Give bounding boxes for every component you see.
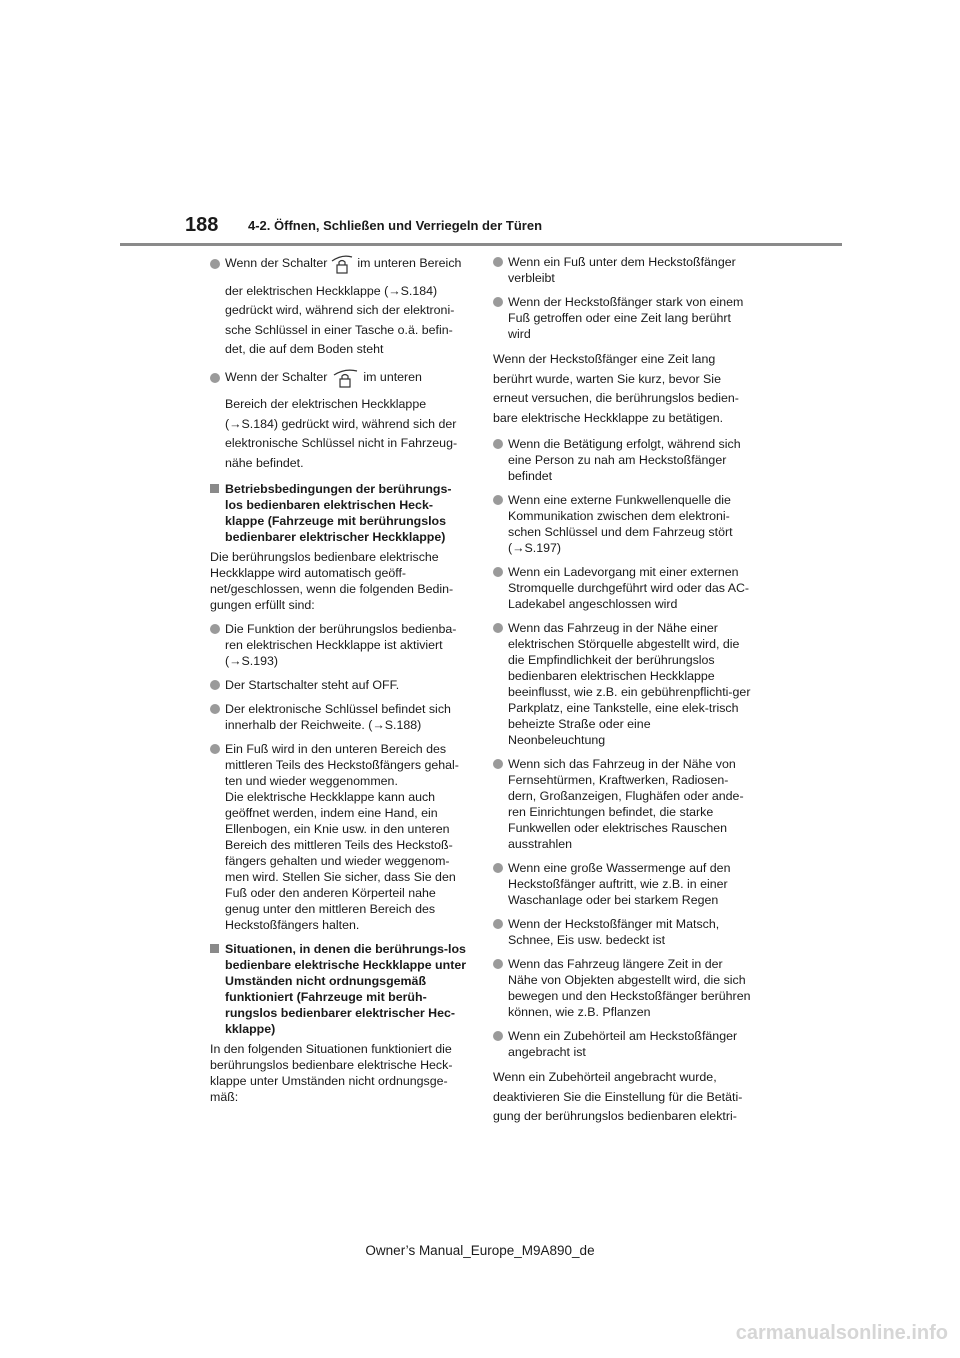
bullet-icon (493, 567, 503, 577)
bullet-icon (210, 373, 220, 383)
left-column (210, 254, 468, 1113)
paragraph: Die berührungslos bedienbare elektrische Heckklappe wird automatisch geöff-net/geschlossen, wenn die folgenden Bedin-gungen erfüllt sind: (210, 550, 454, 612)
list-item: Der elektronische Schlüssel befindet sich innerhalb der Reichweite. (→S.188) (210, 701, 468, 733)
list-item: Wenn das Fahrzeug längere Zeit in der Nähe von Objekten abgestellt wird, die sich bewegen und den Heckstoßfänger berühren können, wie z.B. Pflanzen (493, 956, 751, 1020)
section-title: 4-2. Öffnen, Schließen und Verriegeln der Türen (248, 218, 543, 233)
bullet-icon (210, 624, 220, 634)
section-heading: Situationen, in denen die berührungs-los bedienbare elektrische Heckklappe unter Umständen nicht ordnungsgemäß funktioniert (Fahrzeuge mit berüh-rungslos bedienbarer elektrischer Hec-kklappe) (210, 941, 468, 1037)
bullet-icon (493, 759, 503, 769)
list-item: Wenn eine große Wassermenge auf den Heckstoßfänger auftritt, wie z.B. in einer Waschanlage oder bei starkem Regen (493, 860, 751, 908)
list-item: Wenn die Betätigung erfolgt, während sich eine Person zu nah am Heckstoßfänger befindet (493, 436, 751, 484)
list-item: Wenn der Heckstoßfänger stark von einem Fuß getroffen oder eine Zeit lang berührt wird (493, 294, 751, 342)
list-item: Die Funktion der berührungslos bedienba-ren elektrischen Heckklappe ist aktiviert (→S.193) (210, 621, 468, 669)
list-item: Wenn der Schalter im unteren Bereich der elektrischen Heckklappe (→S.184) gedrückt wird, während sich der elektroni-sche Schlüssel in einer Tasche o.ä. befin-det, die auf dem Boden steht (210, 254, 468, 360)
footer-manual-name: Owner’s Manual_Europe_M9A890_de (365, 1243, 595, 1258)
header-divider (120, 243, 842, 246)
heading-square-icon (210, 484, 219, 493)
bullet-icon (493, 959, 503, 969)
list-item: Wenn ein Zubehörteil am Heckstoßfänger angebracht ist (493, 1028, 751, 1060)
paragraph: Wenn ein Zubehörteil angebracht wurde, deaktivieren Sie die Einstellung für die Betäti-gung der berührungslos bedienbaren elektri- (493, 1070, 743, 1123)
heading-square-icon (210, 944, 219, 953)
bullet-icon (493, 257, 503, 267)
bullet-icon (493, 863, 503, 873)
list-item: Wenn ein Fuß unter dem Heckstoßfänger verbleibt (493, 254, 751, 286)
tailgate-switch-icon (330, 369, 360, 396)
list-item: Der Startschalter steht auf OFF. (210, 677, 468, 693)
list-item: Wenn das Fahrzeug in der Nähe einer elektrischen Störquelle abgestellt wird, die die Empfindlichkeit der berührungslos bedienbaren elektrischen Heckklappe beeinflusst, wie z.B. ein gebührenpflichti-ger Parkplatz, eine Tankstelle, eine elek-trisch beheizte Straße oder eine Neonbeleuchtung (493, 620, 751, 748)
bullet-icon (493, 297, 503, 307)
list-item: Wenn eine externe Funkwellenquelle die Kommunikation zwischen dem elektroni-schen Schlüssel und dem Fahrzeug stört (→S.197) (493, 492, 751, 556)
list-item: Ein Fuß wird in den unteren Bereich des mittleren Teils des Heckstoßfängers gehal-ten und wieder weggenommen. Die elektrische Heckklappe kann auch geöffnet werden, indem eine Hand, ein Ellenbogen, ein Knie usw. in den unteren Bereich des mittleren Teils des Heckstoß-fängers gehalten und wieder weggenom-men wird. Stellen Sie sicher, dass Sie den Fuß oder den anderen Körperteil nahe genug unter den mittleren Bereich des Heckstoßfängers halten. (210, 741, 468, 933)
watermark: carmanualsonline.info (735, 1322, 948, 1344)
list-item: Wenn sich das Fahrzeug in der Nähe von Fernsehtürmen, Kraftwerken, Radiosen-dern, Großanzeigen, Flughäfen oder ande-ren Einrichtungen befindet, die starke Funkwellen oder elektrisches Rauschen ausstrahlen (493, 756, 751, 852)
paragraph: Wenn der Heckstoßfänger eine Zeit lang berührt wurde, warten Sie kurz, bevor Sie erneut versuchen, die berührungslos bedien-bare elektrische Heckklappe zu betätigen. (493, 352, 739, 425)
bullet-icon (210, 259, 220, 269)
page-number: 188 (185, 214, 219, 236)
list-item: Wenn der Schalter im unteren Bereich der elektrischen Heckklappe (→S.184) gedrückt wird, während sich der elektronische Schlüssel nicht in Fahrzeug-nähe befindet. (210, 368, 468, 474)
section-heading: Betriebsbedingungen der berührungs-los bedienbaren elektrischen Heck-klappe (Fahrzeuge mit berührungslos bedienbarer elektrischer Heckklappe) (210, 481, 468, 545)
bullet-icon (210, 704, 220, 714)
tailgate-switch-icon (330, 255, 354, 282)
bullet-icon (210, 744, 220, 754)
bullet-icon (493, 919, 503, 929)
paragraph: In den folgenden Situationen funktioniert die berührungslos bedienbare elektrische Heck-klappe unter Umständen nicht ordnungsge-mäß: (210, 1042, 453, 1104)
right-column (493, 254, 751, 1135)
bullet-icon (493, 439, 503, 449)
bullet-icon (493, 1031, 503, 1041)
bullet-icon (493, 623, 503, 633)
bullet-icon (493, 495, 503, 505)
list-item: Wenn der Heckstoßfänger mit Matsch, Schnee, Eis usw. bedeckt ist (493, 916, 751, 948)
bullet-icon (210, 680, 220, 690)
list-item: Wenn ein Ladevorgang mit einer externen Stromquelle durchgeführt wird oder das AC-Ladekabel angeschlossen wird (493, 564, 751, 612)
